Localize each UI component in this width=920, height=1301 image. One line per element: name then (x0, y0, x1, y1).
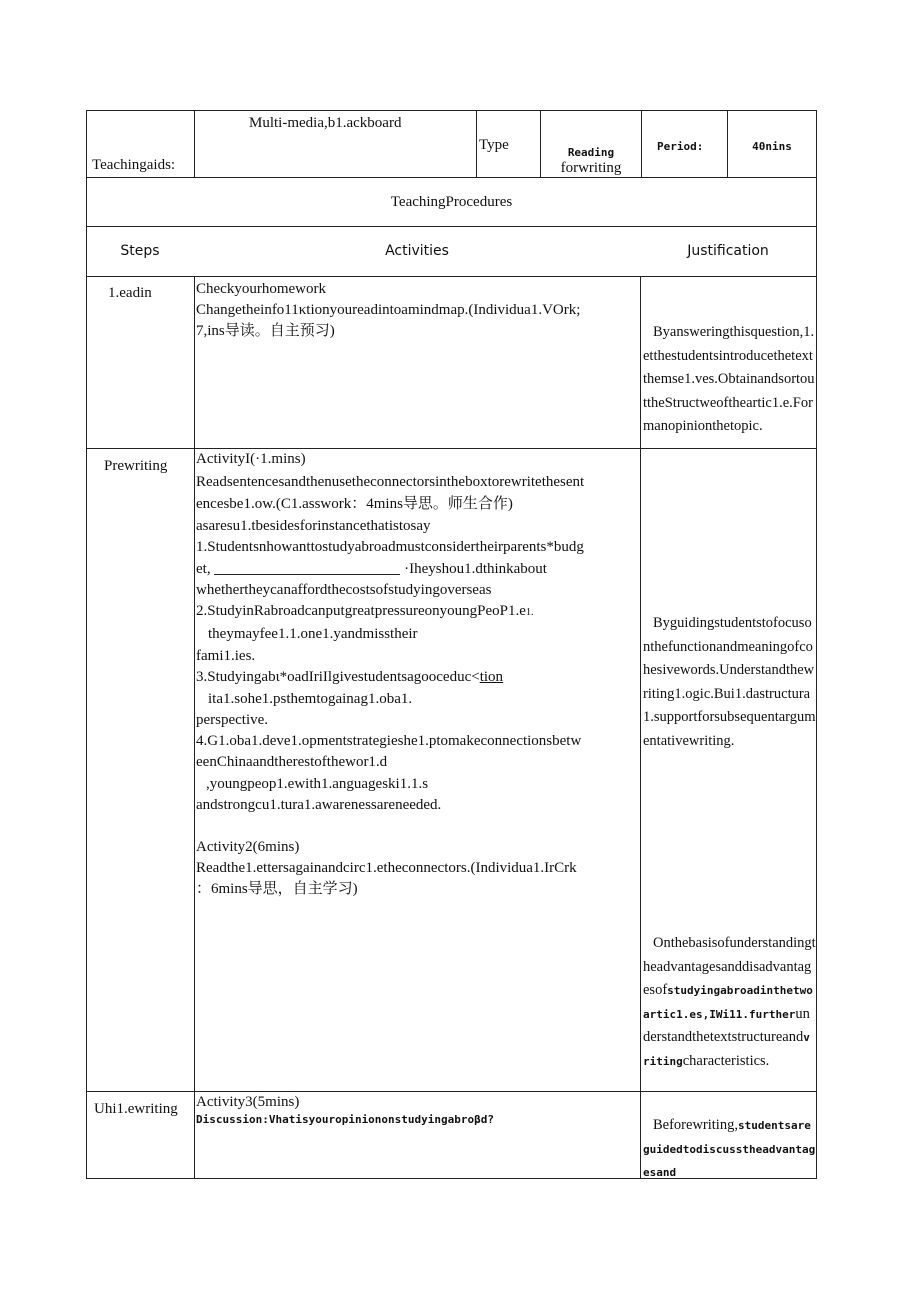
whilewriting-activities (196, 1092, 494, 1127)
sentence1-line-2b: ·Iheyshou1.dthinkabout (404, 561, 547, 577)
step-whilewriting: Uhi1.ewriting (94, 1101, 178, 1117)
activity1-line-1: Readsentencesandthenusetheconnectorsintheboxtorewritethesent (196, 474, 585, 490)
just2-part-a: Onthebasisofunderstandingtheadvantagesanddisadvantagesof (643, 935, 816, 998)
sentence1-blank (214, 558, 400, 575)
activity1-title: ActivityI(·1.mins) (196, 451, 306, 467)
rule-header (86, 177, 817, 178)
rule-procedures (86, 226, 817, 227)
leadin-line-3: 7,ins导读。自主预习) (196, 323, 335, 339)
connector-words: asaresu1.tbesidesforinstancethatistosay (196, 518, 431, 534)
sentence3-line-2: ita1.sohe1.psthemtogainag1.oba1. (208, 691, 413, 707)
prewriting-justification-1: Byguidingstudentstofocusonthefunctionandmeaningofcohesivewords.Understandthewriting1.ogic.Bui1.dastructura1.supportforsubsequentargumentativewriting. (643, 615, 816, 749)
sentence2-line-2: theymayfee1.1.one1.yandmisstheir (208, 626, 418, 642)
type-value-2: forwriting (560, 160, 622, 176)
sentence3-line-1 (196, 667, 584, 688)
col-steps: Steps (120, 243, 160, 259)
sentence4-line-2: eenChinaandtherestofthewor1.d (196, 754, 388, 770)
sentence4-line-3: ,youngpeop1.ewith1.anguageski1.1.s (206, 776, 429, 792)
rule-body2 (640, 276, 641, 1179)
rule-h4 (641, 110, 642, 177)
sentence3-line-1b: tion (479, 669, 504, 685)
col-activities: Activities (385, 243, 449, 259)
sentence2-line-1b: 1. (525, 607, 534, 618)
leadin-line-1: Checkyourhomework (196, 281, 326, 297)
step-prewriting: Prewriting (104, 458, 168, 474)
just2-part-c: understandthetextstructureand (643, 1005, 810, 1045)
teaching-aids-value: Multi-media,b1.ackboard (249, 115, 402, 131)
rule-right (816, 110, 817, 1179)
teaching-aids-label: Teachingaids: (92, 157, 176, 173)
prewriting-justification-2 (643, 932, 816, 1073)
rule-columns (86, 276, 817, 277)
whilewriting-justification (643, 1114, 816, 1185)
period-label: Period: (657, 140, 704, 153)
leadin-justification: Byansweringthisquestion,1.etthestudentsintroducethetextthemse1.ves.ObtainandsortouttheStructweoftheartic1.e.Formanopinionthetopic. (643, 324, 815, 434)
sentence3-line-3: perspective. (196, 712, 269, 728)
just2-part-b: studyingabroadinthetwoartic1.es,IWi11.further (643, 984, 813, 1021)
type-label: Type (479, 137, 509, 153)
sentence1-line-3: whethertheycanaffordthecostsofstudyingoverseas (196, 582, 492, 598)
activity3-title: Activity3(5mins) (196, 1094, 300, 1110)
sentence1-line-2 (196, 558, 584, 580)
sentence4-line-4: andstrongcu1.tura1.awarenessareneeded. (196, 797, 442, 813)
rule-h1 (194, 110, 195, 177)
ww-just-b: studentsareguidedtodiscusstheadvantagesand (643, 1119, 816, 1179)
just2-part-e: characteristics. (682, 1052, 770, 1069)
activity2-title: Activity2(6mins) (196, 839, 300, 855)
rule-h2 (476, 110, 477, 177)
type-value-1: Reading (567, 146, 615, 159)
step-leadin: 1.eadin (108, 285, 152, 301)
sentence4-line-1: 4.G1.oba1.deve1.opmentstrategieshe1.ptomakeconnectionsbetw (196, 733, 582, 749)
col-justification: Justification (687, 243, 769, 259)
rule-top (86, 110, 817, 111)
period-value: 40nins (752, 140, 792, 153)
activity1-line-2: encesbe1.ow.(C1.asswork：4mins导思。师生合作) (196, 496, 513, 512)
sentence2-line-1 (196, 601, 584, 623)
sentence1-line-1: 1.Studentsnhowanttostudyabroadmustconsidertheirparents*budg (196, 539, 584, 555)
rule-left (86, 110, 87, 1179)
leadin-activities (196, 279, 580, 342)
prewriting-activities (196, 449, 584, 900)
activity2-line-1: Readthe1.ettersagainandcirc1.etheconnectors.(Individua1.IrCrk (196, 860, 577, 876)
sentence2-line-3: fami1.ies. (196, 648, 256, 664)
rule-body1 (194, 276, 195, 1179)
just2-part-d: vriting (643, 1031, 810, 1068)
procedures-title: TeachingProcedures (390, 194, 513, 210)
leadin-line-2: Changetheinfo11κtionyoureadintoamindmap.(Individua1.VOrk; (196, 302, 581, 318)
activity2-line-2: ：6mins导思，自主学习) (196, 881, 358, 897)
activity3-line-1: Discussion:Vhatisyouropiniononstudyingabroβd? (196, 1113, 495, 1126)
sentence2-line-1a: 2.StudyinRabroadcanputgreatpressureonyoungPeoP1.e (196, 603, 526, 619)
lesson-plan-table (86, 110, 817, 1179)
ww-just-a: Beforewriting, (653, 1117, 738, 1133)
sentence3-line-1a: 3.Studyingabι*oadIriIlgivestudentsagooceduc< (196, 669, 480, 685)
sentence1-line-2a: et, (196, 561, 211, 577)
